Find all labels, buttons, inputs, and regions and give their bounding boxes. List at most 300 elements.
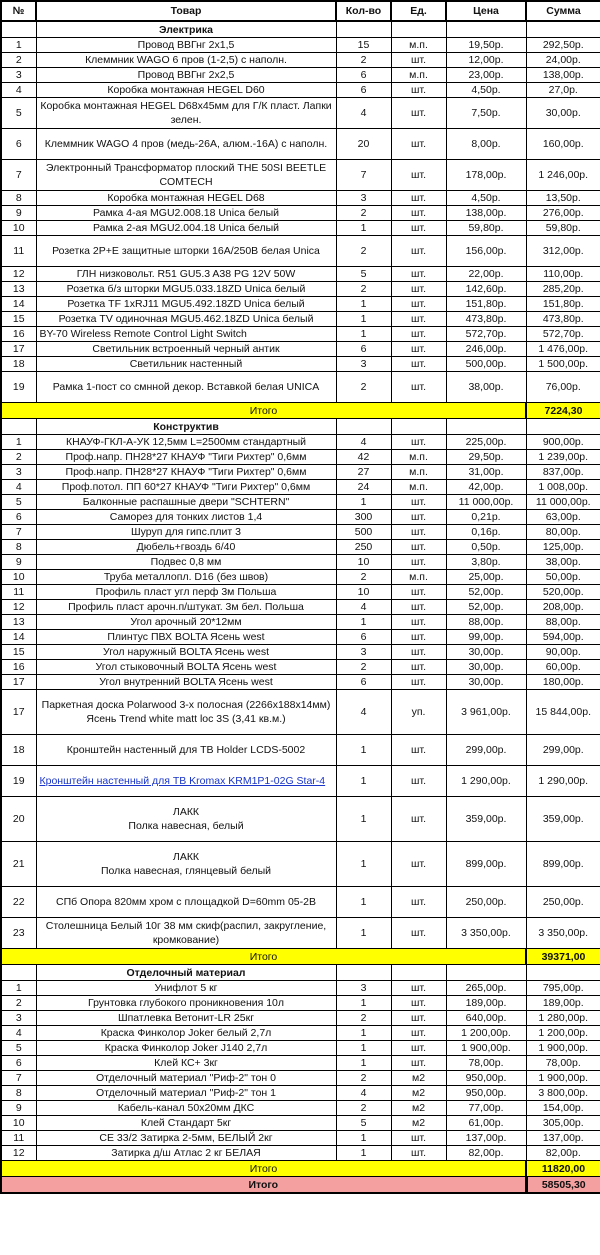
item-price: 61,00р. (446, 1116, 526, 1131)
item-qty: 1 (336, 312, 391, 327)
item-sum: 88,00р. (526, 615, 600, 630)
item-sum: 837,00р. (526, 465, 600, 480)
item-price: 99,00р. (446, 630, 526, 645)
item-sum: 208,00р. (526, 600, 600, 615)
item-price: 0,21р. (446, 510, 526, 525)
item-sum: 27,0р. (526, 83, 600, 98)
item-unit: шт. (391, 435, 446, 450)
table-row (1, 1146, 600, 1161)
section-title: Электрика (36, 21, 336, 38)
item-price: 246,00р. (446, 342, 526, 357)
empty-cell (391, 419, 446, 435)
item-sum: 110,00р. (526, 267, 600, 282)
item-sum: 13,50р. (526, 191, 600, 206)
table-row (1, 160, 600, 191)
item-unit: шт. (391, 357, 446, 372)
item-sum: 1 290,00р. (526, 766, 600, 797)
item-qty: 4 (336, 690, 391, 735)
item-name: Балконные распашные двери "SCHTERN" (36, 495, 336, 510)
item-unit: шт. (391, 1131, 446, 1146)
item-qty: 2 (336, 1071, 391, 1086)
col-header-num: № (1, 1, 36, 21)
item-link[interactable]: Кронштейн настенный для ТВ Kromax KRM1P1-02G Star-4 (39, 775, 326, 787)
row-number: 9 (1, 1101, 36, 1116)
item-price: 59,80р. (446, 221, 526, 236)
item-unit: шт. (391, 1146, 446, 1161)
item-qty: 6 (336, 675, 391, 690)
empty-cell (336, 965, 391, 981)
table-row (1, 981, 600, 996)
row-number: 5 (1, 495, 36, 510)
item-name: Дюбель+гвоздь 6/40 (36, 540, 336, 555)
row-number: 17 (1, 342, 36, 357)
row-number: 13 (1, 615, 36, 630)
item-unit: шт. (391, 495, 446, 510)
item-qty: 2 (336, 372, 391, 403)
row-number: 16 (1, 327, 36, 342)
table-row (1, 1086, 600, 1101)
item-qty: 300 (336, 510, 391, 525)
item-name: Шпатлевка Ветонит-LR 25кг (36, 1011, 336, 1026)
item-qty: 20 (336, 129, 391, 160)
row-number: 6 (1, 129, 36, 160)
item-unit: м.п. (391, 570, 446, 585)
item-unit: шт. (391, 540, 446, 555)
table-row (1, 357, 600, 372)
item-name: Проф.напр. ПН28*27 КНАУФ "Тиги Рихтер" 0,6мм (36, 450, 336, 465)
item-qty: 3 (336, 357, 391, 372)
item-price: 500,00р. (446, 357, 526, 372)
table-row (1, 480, 600, 495)
item-name: Краска Финколор Joker J140 2,7л (36, 1041, 336, 1056)
grand-total-label: Итого (1, 1177, 526, 1194)
item-name (36, 797, 336, 842)
row-number: 23 (1, 918, 36, 949)
item-unit: м.п. (391, 465, 446, 480)
item-unit: шт. (391, 981, 446, 996)
item-price: 12,00р. (446, 53, 526, 68)
item-unit: м2 (391, 1071, 446, 1086)
item-qty: 42 (336, 450, 391, 465)
item-name-text: Полка навесная, глянцевый белый (101, 865, 271, 877)
item-brand: ЛАКК (172, 806, 200, 818)
item-qty: 1 (336, 297, 391, 312)
item-sum: 285,20р. (526, 282, 600, 297)
item-unit: шт. (391, 297, 446, 312)
item-price: 189,00р. (446, 996, 526, 1011)
item-unit: шт. (391, 555, 446, 570)
item-price: 178,00р. (446, 160, 526, 191)
item-qty: 4 (336, 98, 391, 129)
row-number: 18 (1, 357, 36, 372)
table-row (1, 38, 600, 53)
item-name: Столешница Белый 10г 38 мм скиф(распил, закругление, кромкование) (36, 918, 336, 949)
grand-total-row (1, 1177, 600, 1194)
item-price: 31,00р. (446, 465, 526, 480)
item-sum: 359,00р. (526, 797, 600, 842)
item-name: Провод ВВГнг 2х1,5 (36, 38, 336, 53)
row-number: 2 (1, 450, 36, 465)
item-price: 138,00р. (446, 206, 526, 221)
row-number: 10 (1, 1116, 36, 1131)
row-number: 3 (1, 1011, 36, 1026)
item-name: Подвес 0,8 мм (36, 555, 336, 570)
section-num-cell (1, 965, 36, 981)
item-unit: шт. (391, 129, 446, 160)
table-row (1, 1026, 600, 1041)
item-price: 77,00р. (446, 1101, 526, 1116)
item-price: 38,00р. (446, 372, 526, 403)
item-price: 3 350,00р. (446, 918, 526, 949)
item-price: 950,00р. (446, 1071, 526, 1086)
item-qty: 1 (336, 221, 391, 236)
item-qty: 2 (336, 53, 391, 68)
item-qty: 2 (336, 1101, 391, 1116)
item-qty: 1 (336, 1146, 391, 1161)
item-name: СПб Опора 820мм хром с площадкой D=60mm 05-2B (36, 887, 336, 918)
table-row (1, 282, 600, 297)
item-sum: 1 500,00р. (526, 357, 600, 372)
item-name: Коробка монтажная HEGEL D68 (36, 191, 336, 206)
item-qty: 1 (336, 1056, 391, 1071)
item-price: 473,80р. (446, 312, 526, 327)
item-sum: 189,00р. (526, 996, 600, 1011)
item-name: Розетка TV одиночная MGU5.462.18ZD Unica белый (36, 312, 336, 327)
item-sum: 1 900,00р. (526, 1071, 600, 1086)
item-sum: 24,00р. (526, 53, 600, 68)
item-name: Шуруп для гипс.плит 3 (36, 525, 336, 540)
item-qty: 3 (336, 981, 391, 996)
item-sum: 59,80р. (526, 221, 600, 236)
row-number: 22 (1, 887, 36, 918)
item-name: Клей Стандарт 5кг (36, 1116, 336, 1131)
item-unit: шт. (391, 510, 446, 525)
row-number: 19 (1, 766, 36, 797)
row-number: 9 (1, 555, 36, 570)
table-row (1, 327, 600, 342)
item-sum: 180,00р. (526, 675, 600, 690)
item-sum: 312,00р. (526, 236, 600, 267)
table-row (1, 645, 600, 660)
item-price: 1 200,00р. (446, 1026, 526, 1041)
item-qty: 27 (336, 465, 391, 480)
item-qty: 1 (336, 495, 391, 510)
item-unit: шт. (391, 1056, 446, 1071)
item-unit: м2 (391, 1101, 446, 1116)
item-name: Профиль пласт арочн.п/штукат. 3м бел. Польша (36, 600, 336, 615)
row-number: 8 (1, 1086, 36, 1101)
item-unit: шт. (391, 236, 446, 267)
table-row (1, 570, 600, 585)
section-total-label: Итого (1, 949, 526, 965)
table-row (1, 540, 600, 555)
item-price: 7,50р. (446, 98, 526, 129)
item-sum: 80,00р. (526, 525, 600, 540)
item-price: 8,00р. (446, 129, 526, 160)
item-sum: 795,00р. (526, 981, 600, 996)
table-row (1, 660, 600, 675)
item-name (36, 766, 336, 797)
col-header-price: Цена (446, 1, 526, 21)
item-name: Угол наружный BOLTA Ясень west (36, 645, 336, 660)
item-price: 29,50р. (446, 450, 526, 465)
table-row (1, 766, 600, 797)
row-number: 8 (1, 540, 36, 555)
item-qty: 6 (336, 68, 391, 83)
item-qty: 3 (336, 645, 391, 660)
empty-cell (446, 21, 526, 38)
table-row (1, 1041, 600, 1056)
section-total-row (1, 403, 600, 419)
item-qty: 24 (336, 480, 391, 495)
item-name: Рамка 2-ая MGU2.004.18 Unica белый (36, 221, 336, 236)
item-name: Розетка TF 1xRJ11 MGU5.492.18ZD Unica белый (36, 297, 336, 312)
section-title: Отделочный материал (36, 965, 336, 981)
item-price: 1 900,00р. (446, 1041, 526, 1056)
item-qty: 2 (336, 236, 391, 267)
row-number: 1 (1, 435, 36, 450)
item-sum: 3 350,00р. (526, 918, 600, 949)
item-unit: шт. (391, 996, 446, 1011)
table-row (1, 297, 600, 312)
item-price: 4,50р. (446, 83, 526, 98)
item-price: 3,80р. (446, 555, 526, 570)
empty-cell (446, 419, 526, 435)
item-price: 225,00р. (446, 435, 526, 450)
item-price: 151,80р. (446, 297, 526, 312)
item-qty: 1 (336, 918, 391, 949)
table-row (1, 435, 600, 450)
item-price: 82,00р. (446, 1146, 526, 1161)
empty-cell (526, 419, 600, 435)
item-sum: 151,80р. (526, 297, 600, 312)
row-number: 6 (1, 510, 36, 525)
row-number: 5 (1, 1041, 36, 1056)
col-header-unit: Ед. (391, 1, 446, 21)
item-name: Отделочный материал "Риф-2" тон 0 (36, 1071, 336, 1086)
item-sum: 82,00р. (526, 1146, 600, 1161)
row-number: 4 (1, 480, 36, 495)
empty-cell (336, 419, 391, 435)
table-row (1, 1101, 600, 1116)
item-unit: шт. (391, 1011, 446, 1026)
empty-cell (391, 21, 446, 38)
item-unit: шт. (391, 525, 446, 540)
item-sum: 900,00р. (526, 435, 600, 450)
item-sum: 1 246,00р. (526, 160, 600, 191)
item-brand: ЛАКК (172, 851, 200, 863)
item-qty: 4 (336, 600, 391, 615)
item-name: КНАУФ-ГКЛ-А-УК 12,5мм L=2500мм стандартный (36, 435, 336, 450)
item-price: 0,50р. (446, 540, 526, 555)
item-unit: шт. (391, 797, 446, 842)
row-number: 17 (1, 675, 36, 690)
item-name: Профиль пласт угл перф 3м Польша (36, 585, 336, 600)
col-header-sum: Сумма (526, 1, 600, 21)
item-qty: 6 (336, 342, 391, 357)
item-unit: шт. (391, 675, 446, 690)
table-row (1, 98, 600, 129)
item-sum: 90,00р. (526, 645, 600, 660)
table-row (1, 1071, 600, 1086)
item-price: 78,00р. (446, 1056, 526, 1071)
table-row (1, 615, 600, 630)
item-price: 265,00р. (446, 981, 526, 996)
item-qty: 4 (336, 435, 391, 450)
item-name: Коробка монтажная HEGEL D60 (36, 83, 336, 98)
table-row (1, 555, 600, 570)
item-name: Грунтовка глубокого проникновения 10л (36, 996, 336, 1011)
item-sum: 38,00р. (526, 555, 600, 570)
item-price: 88,00р. (446, 615, 526, 630)
item-unit: м.п. (391, 38, 446, 53)
row-number: 8 (1, 191, 36, 206)
table-row (1, 996, 600, 1011)
item-price: 25,00р. (446, 570, 526, 585)
section-total-value: 11820,00 (526, 1161, 600, 1177)
item-qty: 6 (336, 83, 391, 98)
item-name: Унифлот 5 кг (36, 981, 336, 996)
item-name: Труба металлопл. D16 (без швов) (36, 570, 336, 585)
item-price: 19,50р. (446, 38, 526, 53)
section-total-label: Итого (1, 1161, 526, 1177)
table-row (1, 267, 600, 282)
item-qty: 1 (336, 735, 391, 766)
row-number: 15 (1, 312, 36, 327)
item-price: 250,00р. (446, 887, 526, 918)
section-title: Конструктив (36, 419, 336, 435)
table-row (1, 842, 600, 887)
item-unit: шт. (391, 766, 446, 797)
item-sum: 137,00р. (526, 1131, 600, 1146)
row-number: 14 (1, 630, 36, 645)
row-number: 1 (1, 981, 36, 996)
section-header-row (1, 21, 600, 38)
item-name: Угол стыковочный BOLTA Ясень west (36, 660, 336, 675)
item-unit: шт. (391, 206, 446, 221)
item-sum: 1 900,00р. (526, 1041, 600, 1056)
item-unit: шт. (391, 660, 446, 675)
row-number: 17 (1, 690, 36, 735)
table-row (1, 630, 600, 645)
item-unit: шт. (391, 342, 446, 357)
row-number: 7 (1, 160, 36, 191)
item-qty: 6 (336, 630, 391, 645)
item-unit: шт. (391, 282, 446, 297)
item-price: 299,00р. (446, 735, 526, 766)
item-name (36, 842, 336, 887)
table-row (1, 887, 600, 918)
item-unit: м2 (391, 1116, 446, 1131)
item-sum: 473,80р. (526, 312, 600, 327)
row-number: 12 (1, 267, 36, 282)
row-number: 1 (1, 38, 36, 53)
item-unit: м.п. (391, 480, 446, 495)
item-sum: 520,00р. (526, 585, 600, 600)
item-sum: 594,00р. (526, 630, 600, 645)
row-number: 18 (1, 735, 36, 766)
item-price: 52,00р. (446, 600, 526, 615)
item-qty: 1 (336, 1026, 391, 1041)
item-sum: 572,70р. (526, 327, 600, 342)
row-number: 16 (1, 660, 36, 675)
item-unit: м.п. (391, 450, 446, 465)
item-price: 4,50р. (446, 191, 526, 206)
item-name: Плинтус ПВХ BOLTA Ясень west (36, 630, 336, 645)
table-row (1, 450, 600, 465)
item-qty: 2 (336, 282, 391, 297)
item-price: 142,60р. (446, 282, 526, 297)
item-price: 359,00р. (446, 797, 526, 842)
item-unit: шт. (391, 887, 446, 918)
table-row (1, 735, 600, 766)
item-name: ГЛН низковольт. R51 GU5.3 A38 PG 12V 50W (36, 267, 336, 282)
item-unit: шт. (391, 645, 446, 660)
table-row (1, 342, 600, 357)
row-number: 21 (1, 842, 36, 887)
item-unit: шт. (391, 312, 446, 327)
item-qty: 1 (336, 1131, 391, 1146)
item-unit: шт. (391, 267, 446, 282)
row-number: 4 (1, 83, 36, 98)
item-sum: 63,00р. (526, 510, 600, 525)
item-price: 42,00р. (446, 480, 526, 495)
empty-cell (446, 965, 526, 981)
item-price: 30,00р. (446, 645, 526, 660)
item-name: Саморез для тонких листов 1,4 (36, 510, 336, 525)
item-price: 156,00р. (446, 236, 526, 267)
item-name: Светильник настенный (36, 357, 336, 372)
table-body (1, 21, 600, 1193)
item-price: 572,70р. (446, 327, 526, 342)
table-row (1, 68, 600, 83)
item-sum: 11 000,00р. (526, 495, 600, 510)
item-unit: шт. (391, 615, 446, 630)
table-row (1, 510, 600, 525)
item-qty: 5 (336, 267, 391, 282)
section-total-value: 39371,00 (526, 949, 600, 965)
item-unit: шт. (391, 1041, 446, 1056)
item-qty: 5 (336, 1116, 391, 1131)
item-qty: 1 (336, 887, 391, 918)
item-name: Коробка монтажная HEGEL D68х45мм для Г/К пласт. Лапки зелен. (36, 98, 336, 129)
item-qty: 2 (336, 1011, 391, 1026)
table-row (1, 525, 600, 540)
item-qty: 500 (336, 525, 391, 540)
table-row (1, 495, 600, 510)
row-number: 14 (1, 297, 36, 312)
item-unit: шт. (391, 735, 446, 766)
table-row (1, 1056, 600, 1071)
item-name: Светильник встроенный черный антик (36, 342, 336, 357)
table-row (1, 600, 600, 615)
table-row (1, 129, 600, 160)
table-row (1, 1131, 600, 1146)
item-unit: шт. (391, 600, 446, 615)
row-number: 9 (1, 206, 36, 221)
item-sum: 3 800,00р. (526, 1086, 600, 1101)
item-qty: 7 (336, 160, 391, 191)
item-sum: 15 844,00р. (526, 690, 600, 735)
item-sum: 1 200,00р. (526, 1026, 600, 1041)
row-number: 12 (1, 600, 36, 615)
col-header-name: Товар (36, 1, 336, 21)
item-sum: 292,50р. (526, 38, 600, 53)
table-row (1, 372, 600, 403)
row-number: 5 (1, 98, 36, 129)
row-number: 3 (1, 68, 36, 83)
item-sum: 78,00р. (526, 1056, 600, 1071)
